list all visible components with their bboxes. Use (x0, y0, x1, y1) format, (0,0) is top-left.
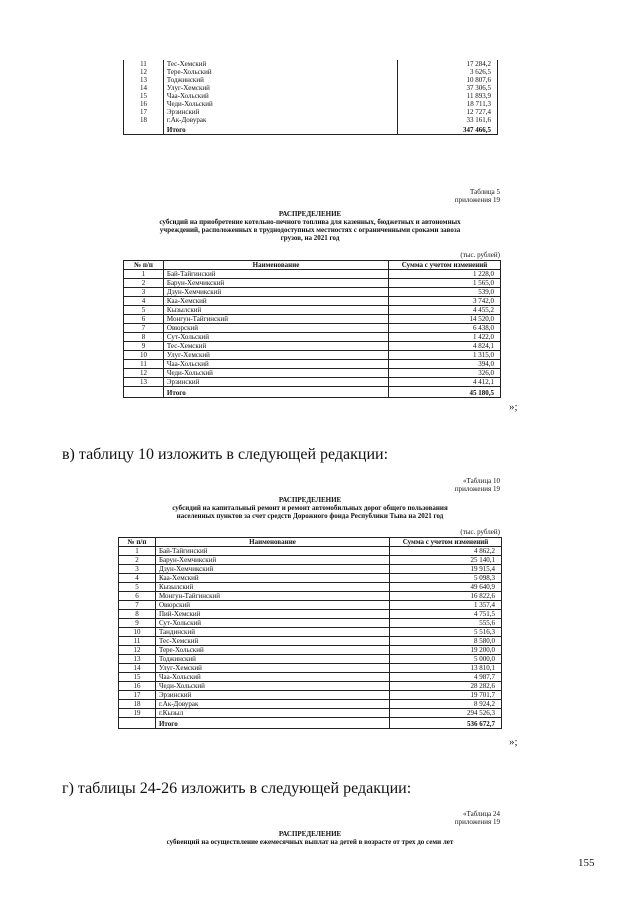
row-value: 19 915,4 (390, 565, 502, 574)
table-row (124, 333, 501, 342)
row-name: Кызылский (155, 583, 389, 592)
row-value: 1 422,0 (389, 333, 501, 342)
row-name: Кызылский (163, 306, 388, 315)
row-value: 33 161,6 (398, 116, 498, 124)
table5-col-name: Наименование (163, 261, 388, 270)
row-number: 12 (119, 646, 156, 655)
table-row (119, 655, 502, 664)
table-row (124, 116, 498, 124)
row-value: 25 140,1 (390, 556, 502, 565)
row-value: 8 580,0 (390, 637, 502, 646)
table-row (124, 108, 498, 116)
row-value: 4 751,5 (390, 610, 502, 619)
row-value: 19 200,0 (390, 646, 502, 655)
table-row (124, 324, 501, 333)
table-row (124, 369, 501, 378)
page-number: 155 (578, 857, 595, 869)
table10 (118, 537, 502, 729)
row-name: Чаа-Хольский (163, 360, 388, 369)
table10-col-sum: Сумма с учетом изменений (390, 538, 502, 547)
row-name: Монгун-Тайгинский (155, 592, 389, 601)
table10-ref (380, 477, 500, 493)
row-value: 18 711,3 (398, 100, 498, 108)
table10-close: »; (509, 736, 518, 748)
table-row (119, 646, 502, 655)
table5-subtitle-1: субсидий на приобретение котельно-печного топлива для казенных, бюджетных и автономных (159, 218, 461, 226)
row-number: 6 (124, 315, 164, 324)
table-row (119, 664, 502, 673)
row-value: 1 565,0 (389, 279, 501, 288)
table-row (124, 76, 498, 84)
row-number: 16 (139, 100, 147, 108)
table-row (124, 60, 498, 68)
row-value: 5 000,0 (390, 655, 502, 664)
row-name: Монгун-Тайгинский (163, 315, 388, 324)
row-value: 10 807,6 (398, 76, 498, 84)
table10-col-num: № п/п (119, 538, 156, 547)
table-row (119, 682, 502, 691)
row-name: Дзун-Хемчикский (155, 565, 389, 574)
table-row (119, 691, 502, 700)
row-value: 13 810,1 (390, 664, 502, 673)
row-value: 1 315,0 (389, 351, 501, 360)
table5-subtitle-3: грузов, на 2021 год (280, 234, 340, 242)
row-value: 4 987,7 (390, 673, 502, 682)
row-number: 15 (139, 92, 147, 100)
table5-subtitle-2: учреждений, расположенных в труднодоступных местностях с ограниченными сроками завоза (159, 226, 461, 234)
row-name: Улуг-Хемский (155, 664, 389, 673)
row-value: 49 640,9 (390, 583, 502, 592)
total-row (124, 387, 501, 398)
table-row (124, 270, 501, 279)
row-name: Эрзинский (155, 691, 389, 700)
row-name: Чеди-Хольский (163, 100, 397, 108)
row-name: Бай-Тайгинский (163, 270, 388, 279)
row-number: 18 (119, 700, 156, 709)
row-name: Пий-Хемский (155, 610, 389, 619)
table10-subtitle-2: населенных пунктов за счет средств Дорожного фонда Республики Тыва на 2021 год (176, 512, 444, 520)
table-row (124, 360, 501, 369)
table5-unit: (тыс. рублей) (460, 251, 500, 259)
table10-subtitle-1: субсидий на капитальный ремонт и ремонт автомобильных дорог общего пользования (172, 504, 448, 512)
row-value: 4 824,1 (389, 342, 501, 351)
table5-ref-line1: Таблица 5 (470, 188, 500, 196)
row-name: Каа-Хемский (163, 297, 388, 306)
table-row (119, 574, 502, 583)
row-number: 12 (124, 369, 164, 378)
row-number: 11 (124, 360, 164, 369)
row-name: Овюрский (155, 601, 389, 610)
row-number: 14 (119, 664, 156, 673)
table5-ref (380, 188, 500, 204)
row-number: 8 (124, 333, 164, 342)
total-value: 45 180,5 (389, 387, 501, 398)
row-name: Тес-Хемский (155, 637, 389, 646)
row-name: Тоджинский (155, 655, 389, 664)
row-name: Тес-Хемский (163, 60, 397, 68)
row-number: 10 (124, 351, 164, 360)
row-number: 5 (124, 306, 164, 315)
row-name: Сут-Хольский (163, 333, 388, 342)
total-row (119, 718, 502, 729)
row-name: г.Кызыл (155, 709, 389, 718)
row-value: 5 098,3 (390, 574, 502, 583)
row-value: 3 742,0 (389, 297, 501, 306)
row-value: 326,0 (389, 369, 501, 378)
table-row (119, 673, 502, 682)
row-name: Эрзинский (163, 108, 397, 116)
row-name: Чеди-Хольский (155, 682, 389, 691)
row-value: 6 438,0 (389, 324, 501, 333)
row-number: 17 (119, 691, 156, 700)
row-number: 9 (119, 619, 156, 628)
row-number: 1 (119, 547, 156, 556)
table10-col-name: Наименование (155, 538, 389, 547)
table10-heading (110, 496, 510, 520)
table24-ref-line1: «Таблица 24 (463, 810, 500, 818)
table-row (119, 592, 502, 601)
table24-title: РАСПРЕДЕЛЕНИЕ (278, 830, 342, 838)
row-value: 4 412,1 (389, 378, 501, 387)
row-name: г.Ак-Довурак (155, 700, 389, 709)
table-row (124, 342, 501, 351)
row-number: 13 (119, 655, 156, 664)
table-row (119, 610, 502, 619)
total-value: 347 466,5 (398, 124, 498, 135)
row-number: 12 (139, 68, 147, 76)
row-number: 8 (119, 610, 156, 619)
row-value: 555,6 (390, 619, 502, 628)
table-row (124, 378, 501, 387)
total-row (124, 124, 498, 135)
total-label: Итого (163, 124, 397, 135)
table-row (119, 637, 502, 646)
table10-ref-line2: приложения 19 (454, 485, 500, 493)
total-label: Итого (163, 387, 388, 398)
row-number: 9 (124, 342, 164, 351)
row-name: Тандинский (155, 628, 389, 637)
total-value: 536 672,7 (390, 718, 502, 729)
row-value: 8 924,2 (390, 700, 502, 709)
table-row (119, 556, 502, 565)
row-name: г.Ак-Довурак (163, 116, 397, 124)
table10-unit: (тыс. рублей) (460, 528, 500, 536)
row-value: 4 455,2 (389, 306, 501, 315)
row-number: 14 (139, 84, 147, 92)
row-number: 3 (124, 288, 164, 297)
table5-col-sum: Сумма с учетом изменений (389, 261, 501, 270)
section-g-text: г) таблицы 24-26 изложить в следующей редакции: (62, 780, 412, 797)
row-name: Чеди-Хольский (163, 369, 388, 378)
row-value: 539,0 (389, 288, 501, 297)
total-empty-cell (124, 124, 164, 135)
table5 (123, 260, 501, 398)
table-row (124, 306, 501, 315)
table-row (119, 619, 502, 628)
row-name: Чаа-Хольский (155, 673, 389, 682)
row-number: 13 (139, 76, 147, 84)
table5-title: РАСПРЕДЕЛЕНИЕ (278, 210, 342, 218)
row-number: 11 (119, 637, 156, 646)
row-value: 4 862,2 (390, 547, 502, 556)
table-row (119, 709, 502, 718)
row-value: 14 520,0 (389, 315, 501, 324)
row-name: Тере-Хольский (163, 68, 397, 76)
table-row (119, 700, 502, 709)
row-value: 19 701,7 (390, 691, 502, 700)
row-number: 19 (119, 709, 156, 718)
table5-close: »; (509, 401, 518, 413)
table-continued (123, 60, 498, 135)
row-number: 3 (119, 565, 156, 574)
total-empty-cell (119, 718, 156, 729)
row-value: 394,0 (389, 360, 501, 369)
row-name: Дзун-Хемчикский (163, 288, 388, 297)
row-name: Овюрский (163, 324, 388, 333)
row-number: 6 (119, 592, 156, 601)
row-number: 7 (124, 324, 164, 333)
row-name: Сут-Хольский (155, 619, 389, 628)
row-value: 3 626,5 (398, 68, 498, 76)
table-row (119, 628, 502, 637)
section-v-text: в) таблицу 10 изложить в следующей редакции: (62, 446, 389, 463)
table24-subtitle-1: субвенций на осуществление ежемесячных выплат на детей в возрасте от трех до семи лет (166, 838, 454, 846)
row-name: Барун-Хемчикский (163, 279, 388, 288)
table-row (124, 92, 498, 100)
row-name: Эрзинский (163, 378, 388, 387)
row-value: 1 357,4 (390, 601, 502, 610)
row-number: 18 (139, 116, 147, 124)
table-row (124, 84, 498, 92)
row-name: Бай-Тайгинский (155, 547, 389, 556)
table24-ref (380, 810, 500, 826)
table-row (124, 279, 501, 288)
row-value: 1 228,0 (389, 270, 501, 279)
row-number: 13 (124, 378, 164, 387)
table-row (124, 351, 501, 360)
row-number: 10 (119, 628, 156, 637)
row-name: Барун-Хемчикский (155, 556, 389, 565)
table24-ref-line2: приложения 19 (454, 818, 500, 826)
row-number: 2 (119, 556, 156, 565)
row-number: 17 (139, 108, 147, 116)
row-number: 1 (124, 270, 164, 279)
table-row (119, 547, 502, 556)
table10-ref-line1: «Таблица 10 (463, 477, 500, 485)
table-row (119, 565, 502, 574)
row-name: Улуг-Хемский (163, 84, 397, 92)
table-row (124, 288, 501, 297)
row-value: 12 727,4 (398, 108, 498, 116)
row-name: Чаа-Хольский (163, 92, 397, 100)
table5-col-num: № п/п (124, 261, 164, 270)
row-number: 11 (140, 60, 147, 68)
row-name: Каа-Хемский (155, 574, 389, 583)
table10-title: РАСПРЕДЕЛЕНИЕ (278, 496, 342, 504)
row-value: 37 306,5 (398, 84, 498, 92)
row-value: 294 526,3 (390, 709, 502, 718)
row-name: Улуг-Хемский (163, 351, 388, 360)
row-value: 11 893,9 (398, 92, 498, 100)
row-value: 28 282,6 (390, 682, 502, 691)
table5-ref-line2: приложения 19 (454, 196, 500, 204)
row-value: 17 284,2 (398, 60, 498, 68)
table-row (124, 297, 501, 306)
row-value: 16 822,6 (390, 592, 502, 601)
table5-heading (110, 210, 510, 242)
table24-heading (90, 830, 530, 846)
total-empty-cell (124, 387, 164, 398)
row-value: 5 516,3 (390, 628, 502, 637)
row-number: 7 (119, 601, 156, 610)
table-row (124, 315, 501, 324)
table-row (124, 68, 498, 76)
row-number: 4 (124, 297, 164, 306)
row-number: 4 (119, 574, 156, 583)
row-number: 16 (119, 682, 156, 691)
row-number: 2 (124, 279, 164, 288)
table-row (124, 100, 498, 108)
row-name: Тере-Хольский (155, 646, 389, 655)
table-row (119, 601, 502, 610)
table-row (119, 583, 502, 592)
row-number: 15 (119, 673, 156, 682)
row-name: Тоджинский (163, 76, 397, 84)
total-label: Итого (155, 718, 389, 729)
row-name: Тес-Хемский (163, 342, 388, 351)
row-number: 5 (119, 583, 156, 592)
